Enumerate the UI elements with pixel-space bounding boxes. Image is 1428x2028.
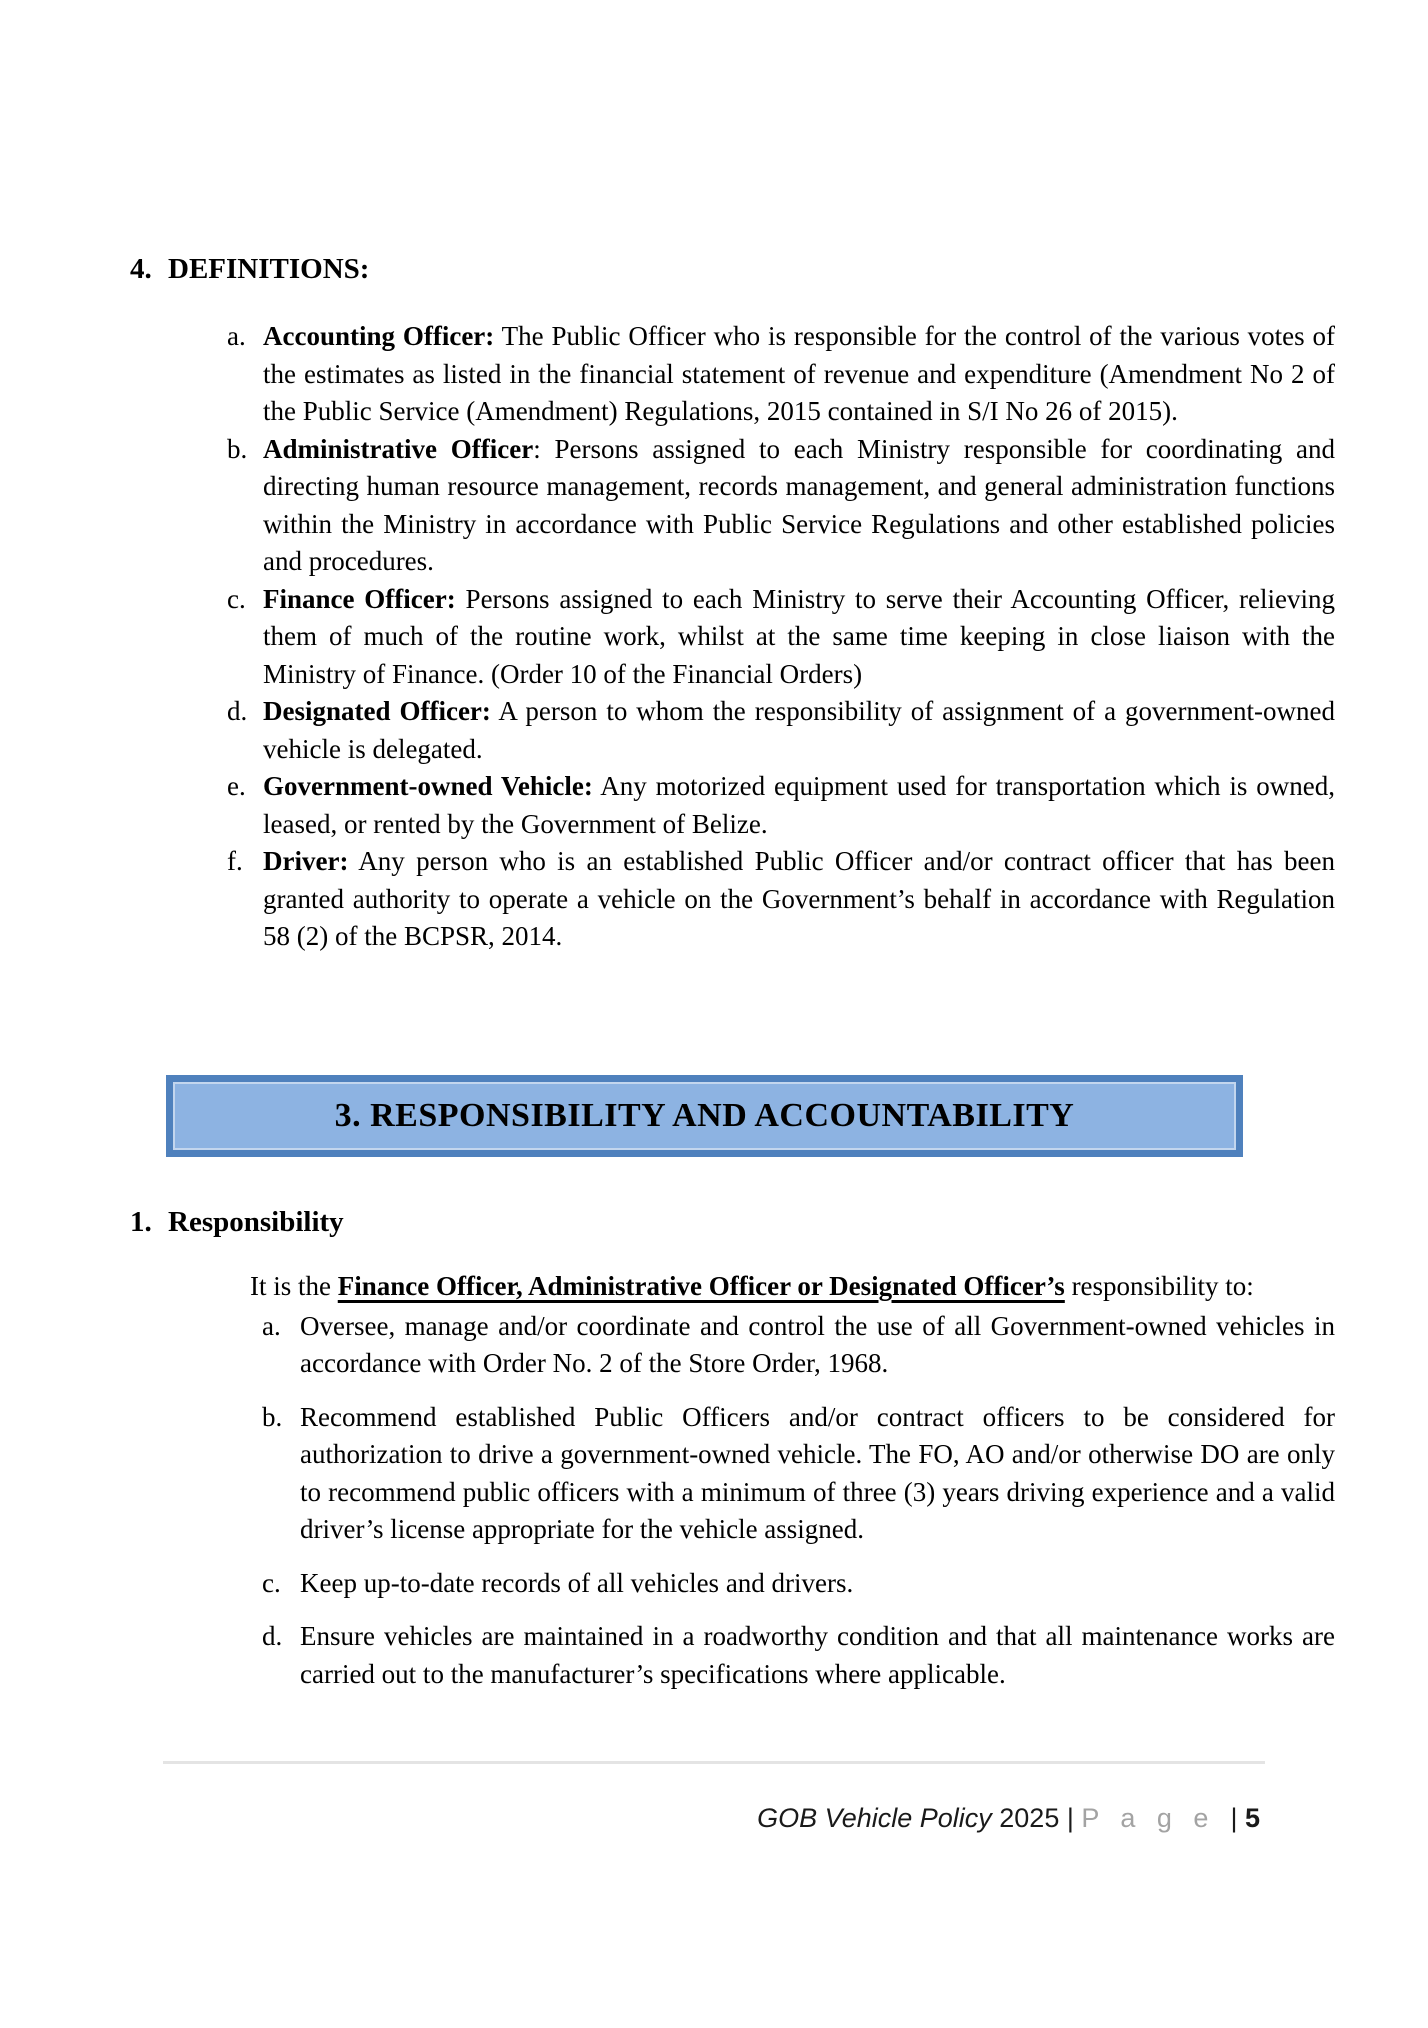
list-marker: d. [262,1621,283,1651]
responsibility-heading [130,1205,344,1239]
list-marker: a. [227,321,246,351]
responsibility-item [262,1565,1335,1603]
definition-item [227,693,1335,768]
list-marker: a. [262,1310,281,1341]
list-marker: f. [227,846,243,876]
definition-separator [348,846,358,876]
definition-term: Finance Officer: [263,583,456,614]
footer-divider [163,1761,1265,1764]
footer-year: 2025 | [991,1803,1082,1833]
definition-separator [494,321,501,351]
definition-text: Persons assigned to each Ministry to serve their Accounting Officer, relieving them of much of the routine work, whilst at the same time keeping in close liaison with the Ministry of Finance. (Order 10 of the Financial Orders) [263,583,1336,689]
definition-item [227,843,1335,956]
definitions-heading [130,252,369,286]
definition-term: Government-owned Vehicle: [263,771,593,801]
responsibility-item [262,1618,1335,1693]
definition-item [227,431,1336,581]
responsibility-section [250,1268,1335,1709]
responsibility-item [262,1399,1335,1549]
footer-page-number: 5 [1244,1803,1260,1833]
footer-page-word: P a g e [1081,1803,1216,1833]
definitions-heading-title: DEFINITIONS: [168,253,370,285]
footer-separator: | [1215,1803,1245,1833]
list-marker: c. [227,583,246,614]
definition-text: The Public Officer who is responsible for the control of the various votes of the estimates as listed in the financial statement of revenue and expenditure (Amendment No 2 of the Public Service (Amendment) Regulations, 2015 contained in S/I No 26 of 2015). [263,321,1336,426]
responsibility-text: Recommend established Public Officers and/or contract officers to be considered for authorization to drive a government-owned vehicle. The FO, AO and/or otherwise DO are only to recommend public officers with a minimum of three (3) years driving experience and a valid driver’s license appropriate for the vehicle assigned. [300,1401,1335,1544]
definition-separator [456,584,466,614]
definition-term: Driver: [263,846,349,876]
list-marker: e. [227,771,246,801]
responsibility-heading-number: 1. [130,1206,152,1238]
responsibility-text: Oversee, manage and/or coordinate and control the use of all Government-owned vehicles in accordance with Order No. 2 of the Store Order, 1968. [300,1310,1335,1378]
page-footer [163,1772,1260,1865]
intro-emphasis: Finance Officer, Administrative Officer or Designated Officer’s [337,1271,1065,1301]
definition-text: Any person who is an established Public Officer and/or contract officer that has been granted authority to operate a vehicle on the Government’s behalf in accordance with Regulation 58 (2) of the BCPSR, 2014. [263,846,1335,951]
responsibility-intro [250,1268,1335,1306]
footer-doc-title: GOB Vehicle Policy [757,1803,992,1833]
responsibility-item [262,1308,1335,1383]
definition-separator: : [533,433,555,464]
definition-text: Any motorized equipment used for transportation which is owned, leased, or rented by the Government of Belize. [263,771,1335,839]
definition-text: Persons assigned to each Ministry responsible for coordinating and directing human resource management, records management, and general administration functions within the Ministry in accordance with Public Service Regulations and other established policies and procedures. [263,433,1336,576]
list-marker: d. [227,696,248,726]
definition-term: Designated Officer: [263,696,491,726]
section-banner [166,1075,1243,1157]
definition-text: A person to whom the responsibility of assignment of a government-owned vehicle is delegated. [263,696,1335,764]
intro-prefix: It is the [250,1271,338,1301]
definitions-heading-number: 4. [130,253,152,285]
definition-term: Administrative Officer [263,433,534,464]
list-marker: c. [262,1567,281,1598]
responsibility-list [262,1308,1335,1694]
list-marker: b. [262,1401,283,1432]
definition-item [227,768,1335,843]
definition-term: Accounting Officer: [263,321,495,351]
list-marker: b. [227,433,248,464]
definition-item [227,581,1336,694]
responsibility-text: Ensure vehicles are maintained in a roadworthy condition and that all maintenance works are carried out to the manufacturer’s specifications where applicable. [300,1621,1335,1689]
definitions-list [227,318,1336,956]
section-banner-title: 3. RESPONSIBILITY AND ACCOUNTABILITY [334,1097,1075,1134]
intro-suffix: responsibility to: [1064,1271,1254,1301]
responsibility-text: Keep up-to-date records of all vehicles and drivers. [300,1567,854,1598]
definition-item [227,318,1336,431]
responsibility-heading-title: Responsibility [168,1206,344,1238]
